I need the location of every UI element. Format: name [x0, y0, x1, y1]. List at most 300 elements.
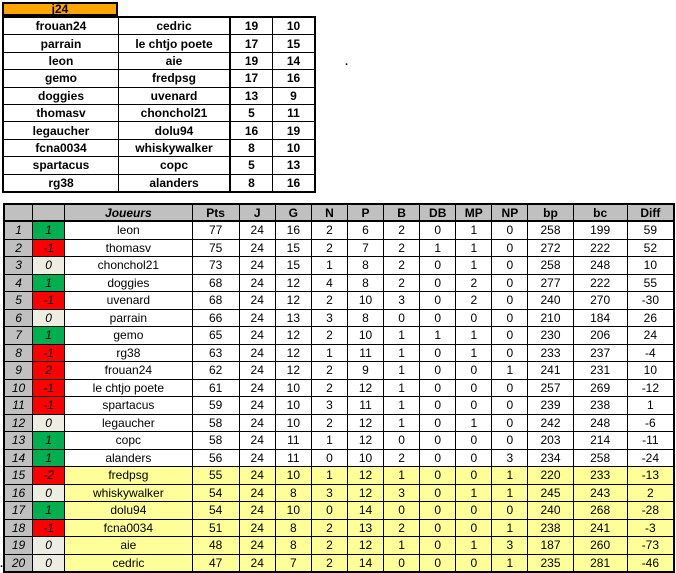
cell-np: 0: [492, 274, 528, 292]
cell-move: -1: [33, 292, 65, 310]
cell-np: 0: [492, 309, 528, 327]
standings-row: [4, 221, 674, 239]
cell-rank: 9: [4, 362, 33, 380]
cell-pts: 54: [192, 502, 239, 520]
cell-bc: 241: [573, 519, 627, 537]
fixtures-table: [2, 16, 316, 193]
cell-player: parrain: [65, 309, 192, 327]
cell-player: aie: [65, 537, 192, 555]
cell-db: 0: [420, 379, 456, 397]
fixture-away-score-cell: 14: [273, 52, 316, 69]
cell-diff: -73: [627, 537, 674, 555]
fixture-home-score-cell: 8: [230, 139, 273, 156]
cell-rank: 15: [4, 467, 33, 485]
cell-g: 7: [275, 554, 311, 572]
fixture-row: [3, 17, 315, 35]
cell-p: 14: [347, 554, 383, 572]
col-header-bp: bp: [528, 204, 573, 221]
cell-player: chonchol21: [65, 257, 192, 275]
cell-pts: 58: [192, 432, 239, 450]
cell-move: 1: [33, 449, 65, 467]
cell-np: 1: [492, 362, 528, 380]
standings-row: [4, 432, 674, 450]
cell-player: fcna0034: [65, 519, 192, 537]
standings-row: [4, 537, 674, 555]
cell-g: 15: [275, 257, 311, 275]
standings-row: [4, 484, 674, 502]
fixture-home-cell: doggies: [3, 87, 119, 104]
cell-mp: 1: [456, 537, 492, 555]
cell-j: 24: [239, 362, 275, 380]
cell-n: 2: [311, 221, 347, 239]
cell-move: 0: [33, 257, 65, 275]
cell-b: 1: [384, 327, 420, 345]
cell-b: 1: [384, 537, 420, 555]
standings-row: [4, 502, 674, 520]
cell-rank: 17: [4, 502, 33, 520]
cell-rank: 7: [4, 327, 33, 345]
cell-diff: 2: [627, 484, 674, 502]
cell-move: 0: [33, 414, 65, 432]
cell-p: 14: [347, 502, 383, 520]
cell-n: 3: [311, 309, 347, 327]
col-header-b: B: [384, 204, 420, 221]
fixture-row: [3, 157, 315, 174]
fixture-row: [3, 70, 315, 87]
cell-n: 2: [311, 537, 347, 555]
cell-bc: 268: [573, 502, 627, 520]
cell-db: 0: [420, 292, 456, 310]
cell-np: 1: [492, 554, 528, 572]
col-header-move: [33, 204, 65, 221]
cell-j: 24: [239, 502, 275, 520]
cell-move: -2: [33, 467, 65, 485]
cell-g: 13: [275, 309, 311, 327]
cell-p: 13: [347, 519, 383, 537]
cell-diff: -24: [627, 449, 674, 467]
cell-n: 2: [311, 362, 347, 380]
cell-b: 0: [384, 309, 420, 327]
cell-pts: 47: [192, 554, 239, 572]
cell-diff: 52: [627, 239, 674, 257]
cell-bp: 240: [528, 292, 573, 310]
cell-db: 0: [420, 432, 456, 450]
cell-bp: 187: [528, 537, 573, 555]
cell-mp: 0: [456, 554, 492, 572]
cell-diff: -12: [627, 379, 674, 397]
cell-np: 0: [492, 292, 528, 310]
fixture-away-cell: chonchol21: [119, 104, 231, 121]
cell-b: 1: [384, 344, 420, 362]
cell-mp: 0: [456, 362, 492, 380]
cell-n: 4: [311, 274, 347, 292]
stray-dot-1: .: [345, 56, 349, 68]
cell-pts: 51: [192, 519, 239, 537]
standings-row: [4, 519, 674, 537]
cell-diff: 55: [627, 274, 674, 292]
cell-bp: 241: [528, 362, 573, 380]
fixture-home-score-cell: 5: [230, 157, 273, 174]
cell-mp: 2: [456, 292, 492, 310]
fixture-row: [3, 87, 315, 104]
cell-mp: 0: [456, 379, 492, 397]
cell-np: 0: [492, 239, 528, 257]
cell-g: 12: [275, 344, 311, 362]
cell-bp: 239: [528, 397, 573, 415]
standings-row: [4, 292, 674, 310]
cell-b: 1: [384, 362, 420, 380]
cell-diff: 24: [627, 327, 674, 345]
cell-p: 12: [347, 484, 383, 502]
cell-j: 24: [239, 414, 275, 432]
fixture-away-score-cell: 10: [273, 17, 316, 35]
cell-p: 11: [347, 344, 383, 362]
cell-mp: 1: [456, 484, 492, 502]
cell-pts: 77: [192, 221, 239, 239]
cell-np: 0: [492, 257, 528, 275]
cell-bp: 234: [528, 449, 573, 467]
fixture-away-cell: cedric: [119, 17, 231, 35]
fixture-away-cell: dolu94: [119, 122, 231, 139]
standings-row: [4, 274, 674, 292]
cell-n: 2: [311, 379, 347, 397]
cell-n: 1: [311, 344, 347, 362]
cell-p: 7: [347, 239, 383, 257]
cell-bp: 258: [528, 257, 573, 275]
cell-db: 0: [420, 397, 456, 415]
cell-pts: 75: [192, 239, 239, 257]
cell-bc: 222: [573, 239, 627, 257]
cell-pts: 61: [192, 379, 239, 397]
col-header-joueurs: Joueurs: [65, 204, 192, 221]
cell-db: 0: [420, 502, 456, 520]
cell-n: 2: [311, 519, 347, 537]
cell-player: spartacus: [65, 397, 192, 415]
cell-g: 10: [275, 397, 311, 415]
cell-player: whiskywalker: [65, 484, 192, 502]
stray-dot-2: .: [0, 558, 4, 570]
cell-p: 12: [347, 379, 383, 397]
fixture-home-cell: spartacus: [3, 157, 119, 174]
cell-b: 1: [384, 414, 420, 432]
cell-mp: 0: [456, 449, 492, 467]
cell-pts: 59: [192, 397, 239, 415]
cell-diff: -46: [627, 554, 674, 572]
cell-g: 10: [275, 502, 311, 520]
cell-p: 10: [347, 449, 383, 467]
cell-p: 12: [347, 467, 383, 485]
cell-bp: 230: [528, 327, 573, 345]
cell-bp: 220: [528, 467, 573, 485]
cell-db: 0: [420, 537, 456, 555]
cell-np: 0: [492, 327, 528, 345]
cell-diff: 10: [627, 257, 674, 275]
cell-b: 2: [384, 274, 420, 292]
fixture-away-cell: aie: [119, 52, 231, 69]
cell-n: 2: [311, 239, 347, 257]
cell-db: 1: [420, 239, 456, 257]
cell-b: 2: [384, 449, 420, 467]
fixture-away-score-cell: 9: [273, 87, 316, 104]
cell-rank: 5: [4, 292, 33, 310]
cell-pts: 58: [192, 414, 239, 432]
fixture-home-score-cell: 19: [230, 52, 273, 69]
cell-bc: 269: [573, 379, 627, 397]
cell-np: 0: [492, 414, 528, 432]
cell-db: 0: [420, 519, 456, 537]
cell-n: 1: [311, 257, 347, 275]
cell-pts: 66: [192, 309, 239, 327]
cell-player: rg38: [65, 344, 192, 362]
fixture-home-cell: rg38: [3, 174, 119, 192]
fixture-away-cell: le chtjo poete: [119, 35, 231, 52]
cell-rank: 18: [4, 519, 33, 537]
cell-bp: 242: [528, 414, 573, 432]
cell-b: 3: [384, 484, 420, 502]
cell-g: 12: [275, 362, 311, 380]
cell-move: 0: [33, 554, 65, 572]
cell-mp: 2: [456, 274, 492, 292]
cell-g: 8: [275, 537, 311, 555]
cell-db: 0: [420, 484, 456, 502]
fixture-away-score-cell: 16: [273, 70, 316, 87]
cell-diff: -13: [627, 467, 674, 485]
cell-mp: 0: [456, 519, 492, 537]
cell-bc: 248: [573, 257, 627, 275]
cell-p: 6: [347, 221, 383, 239]
cell-np: 0: [492, 502, 528, 520]
cell-np: 1: [492, 484, 528, 502]
fixture-home-cell: fcna0034: [3, 139, 119, 156]
cell-n: 2: [311, 327, 347, 345]
cell-n: 2: [311, 292, 347, 310]
cell-p: 8: [347, 274, 383, 292]
cell-n: 1: [311, 432, 347, 450]
fixture-home-cell: frouan24: [3, 17, 119, 35]
cell-mp: 1: [456, 414, 492, 432]
cell-bc: 248: [573, 414, 627, 432]
cell-diff: -6: [627, 414, 674, 432]
cell-diff: 10: [627, 362, 674, 380]
cell-rank: 12: [4, 414, 33, 432]
cell-move: -1: [33, 519, 65, 537]
cell-n: 0: [311, 502, 347, 520]
fixture-home-score-cell: 17: [230, 70, 273, 87]
cell-move: -1: [33, 344, 65, 362]
cell-j: 24: [239, 397, 275, 415]
fixture-home-cell: legaucher: [3, 122, 119, 139]
cell-rank: 10: [4, 379, 33, 397]
fixture-away-score-cell: 19: [273, 122, 316, 139]
cell-g: 10: [275, 414, 311, 432]
cell-bp: 245: [528, 484, 573, 502]
cell-move: 0: [33, 309, 65, 327]
cell-db: 0: [420, 309, 456, 327]
cell-j: 24: [239, 484, 275, 502]
cell-p: 12: [347, 432, 383, 450]
cell-diff: -28: [627, 502, 674, 520]
cell-j: 24: [239, 309, 275, 327]
cell-mp: 0: [456, 397, 492, 415]
fixture-away-cell: fredpsg: [119, 70, 231, 87]
cell-bp: 238: [528, 519, 573, 537]
cell-db: 0: [420, 449, 456, 467]
cell-np: 3: [492, 537, 528, 555]
cell-bc: 238: [573, 397, 627, 415]
standings-row: [4, 467, 674, 485]
cell-b: 0: [384, 432, 420, 450]
cell-player: dolu94: [65, 502, 192, 520]
cell-g: 11: [275, 432, 311, 450]
standings-row: [4, 344, 674, 362]
cell-pts: 55: [192, 467, 239, 485]
cell-player: uvenard: [65, 292, 192, 310]
cell-b: 2: [384, 257, 420, 275]
cell-player: gemo: [65, 327, 192, 345]
cell-g: 12: [275, 292, 311, 310]
fixture-away-cell: alanders: [119, 174, 231, 192]
cell-bc: 233: [573, 467, 627, 485]
cell-move: 1: [33, 221, 65, 239]
cell-g: 10: [275, 379, 311, 397]
cell-bc: 231: [573, 362, 627, 380]
cell-player: le chtjo poete: [65, 379, 192, 397]
fixture-row: [3, 174, 315, 192]
fixture-away-score-cell: 16: [273, 174, 316, 192]
matchday-tab: j24: [2, 2, 118, 16]
cell-rank: 2: [4, 239, 33, 257]
col-header-np: NP: [492, 204, 528, 221]
cell-bc: 260: [573, 537, 627, 555]
cell-diff: -3: [627, 519, 674, 537]
col-header-mp: MP: [456, 204, 492, 221]
cell-player: fredpsg: [65, 467, 192, 485]
cell-p: 9: [347, 362, 383, 380]
cell-bc: 258: [573, 449, 627, 467]
cell-g: 8: [275, 519, 311, 537]
cell-bc: 199: [573, 221, 627, 239]
cell-player: legaucher: [65, 414, 192, 432]
cell-move: 1: [33, 327, 65, 345]
cell-db: 1: [420, 327, 456, 345]
cell-rank: 6: [4, 309, 33, 327]
cell-j: 24: [239, 239, 275, 257]
cell-pts: 63: [192, 344, 239, 362]
col-header-g: G: [275, 204, 311, 221]
cell-b: 0: [384, 554, 420, 572]
cell-n: 2: [311, 554, 347, 572]
cell-mp: 1: [456, 239, 492, 257]
cell-db: 0: [420, 274, 456, 292]
col-header-rank: [4, 204, 33, 221]
cell-pts: 65: [192, 327, 239, 345]
standings-row: [4, 554, 674, 572]
cell-mp: 0: [456, 432, 492, 450]
standings-table: [3, 203, 675, 573]
cell-p: 8: [347, 257, 383, 275]
fixture-away-score-cell: 13: [273, 157, 316, 174]
cell-mp: 1: [456, 257, 492, 275]
cell-mp: 1: [456, 344, 492, 362]
cell-bc: 237: [573, 344, 627, 362]
cell-np: 0: [492, 397, 528, 415]
cell-db: 0: [420, 257, 456, 275]
standings-row: [4, 257, 674, 275]
fixture-home-score-cell: 17: [230, 35, 273, 52]
cell-j: 24: [239, 257, 275, 275]
cell-move: -1: [33, 379, 65, 397]
cell-move: 1: [33, 432, 65, 450]
cell-n: 2: [311, 414, 347, 432]
fixture-home-score-cell: 5: [230, 104, 273, 121]
col-header-diff: Diff: [627, 204, 674, 221]
cell-move: 1: [33, 274, 65, 292]
cell-g: 16: [275, 221, 311, 239]
cell-g: 8: [275, 484, 311, 502]
cell-np: 3: [492, 449, 528, 467]
cell-diff: -11: [627, 432, 674, 450]
cell-np: 1: [492, 467, 528, 485]
cell-bc: 243: [573, 484, 627, 502]
cell-g: 10: [275, 467, 311, 485]
cell-j: 24: [239, 292, 275, 310]
cell-rank: 1: [4, 221, 33, 239]
fixture-home-cell: parrain: [3, 35, 119, 52]
cell-b: 2: [384, 239, 420, 257]
cell-g: 15: [275, 239, 311, 257]
cell-bp: 277: [528, 274, 573, 292]
col-header-pts: Pts: [192, 204, 239, 221]
fixture-home-score-cell: 8: [230, 174, 273, 192]
cell-j: 24: [239, 537, 275, 555]
cell-rank: 14: [4, 449, 33, 467]
cell-move: -1: [33, 397, 65, 415]
fixture-home-score-cell: 13: [230, 87, 273, 104]
standings-row: [4, 449, 674, 467]
cell-n: 3: [311, 397, 347, 415]
cell-rank: 16: [4, 484, 33, 502]
cell-diff: 26: [627, 309, 674, 327]
fixture-away-cell: whiskywalker: [119, 139, 231, 156]
cell-bc: 270: [573, 292, 627, 310]
standings-row: [4, 379, 674, 397]
fixture-away-cell: copc: [119, 157, 231, 174]
cell-bp: 203: [528, 432, 573, 450]
cell-bp: 233: [528, 344, 573, 362]
cell-j: 24: [239, 432, 275, 450]
cell-bc: 184: [573, 309, 627, 327]
cell-db: 0: [420, 554, 456, 572]
fixture-away-score-cell: 11: [273, 104, 316, 121]
cell-j: 24: [239, 449, 275, 467]
cell-mp: 1: [456, 327, 492, 345]
cell-bc: 214: [573, 432, 627, 450]
cell-n: 1: [311, 467, 347, 485]
cell-move: 0: [33, 537, 65, 555]
cell-rank: 3: [4, 257, 33, 275]
standings-row: [4, 397, 674, 415]
cell-pts: 68: [192, 292, 239, 310]
cell-rank: 8: [4, 344, 33, 362]
cell-bp: 258: [528, 221, 573, 239]
cell-b: 0: [384, 502, 420, 520]
cell-player: cedric: [65, 554, 192, 572]
cell-rank: 13: [4, 432, 33, 450]
cell-g: 11: [275, 449, 311, 467]
cell-rank: 20: [4, 554, 33, 572]
standings-row: [4, 327, 674, 345]
cell-b: 3: [384, 292, 420, 310]
